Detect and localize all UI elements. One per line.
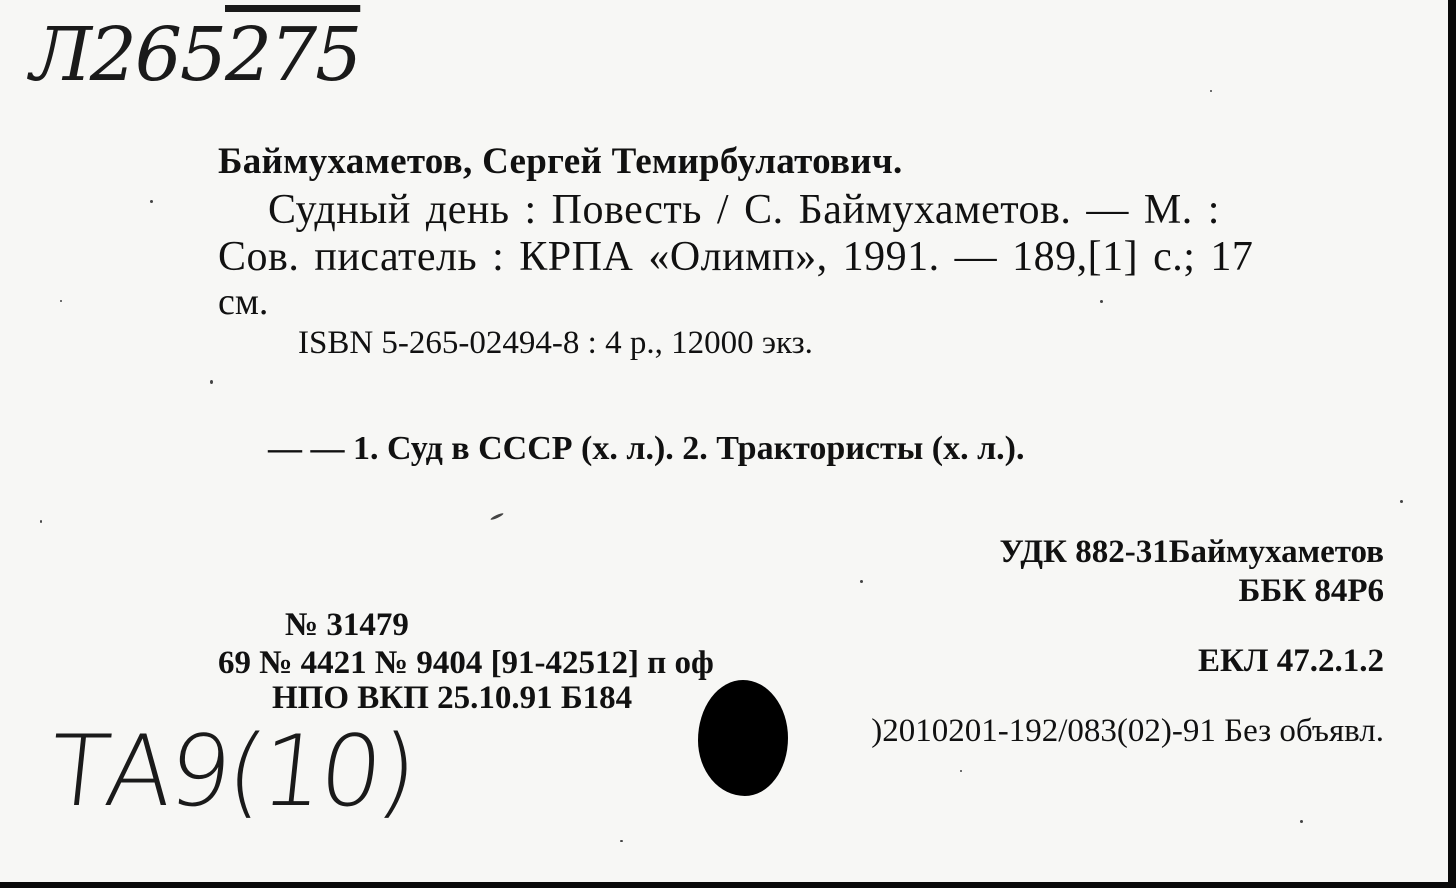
scan-speck: [620, 840, 623, 842]
card-number: № 31479: [285, 607, 409, 643]
scan-speck: [150, 200, 153, 203]
scan-speck: [960, 770, 962, 772]
dimensions-line: см.: [218, 281, 269, 323]
handwritten-call-number: ТА9(10): [44, 715, 419, 829]
index-code-line: )2010201-192/083(02)-91 Без объявл.: [871, 713, 1384, 749]
scan-speck: [1400, 500, 1403, 503]
npo-line: НПО ВКП 25.10.91 Б184: [272, 680, 633, 716]
scan-speck: [210, 380, 213, 384]
scan-speck: [1100, 300, 1103, 303]
scan-speck: [60, 300, 62, 302]
scan-speck: [1300, 820, 1303, 823]
scan-speck: [1210, 90, 1212, 92]
isbn-line: ISBN 5-265-02494-8 : 4 р., 12000 экз.: [298, 325, 813, 361]
scan-speck: [860, 580, 863, 583]
publication-line: Сов. писатель : КРПА «Олимп», 1991. — 189,[1] с.; 17: [218, 234, 1254, 280]
order-line: 69 № 4421 № 9404 [91-42512] п оф: [218, 645, 714, 681]
title-line: Судный день : Повесть / С. Баймухаметов. — М. :: [268, 187, 1220, 233]
punch-hole: [698, 680, 788, 796]
handwritten-shelf-mark: [30, 12, 360, 98]
scan-speck: [40, 520, 42, 523]
card-edge-right: [1448, 0, 1456, 888]
card-edge-bottom: [0, 882, 1456, 888]
udk-code: УДК 882-31Баймухаметов: [999, 534, 1384, 570]
subjects-line: — — 1. Суд в СССР (х. л.). 2. Трактористы (х. л.).: [268, 430, 1025, 467]
ekl-code: ЕКЛ 47.2.1.2: [1197, 643, 1384, 679]
bbk-code: ББК 84Р6: [1238, 573, 1384, 609]
scan-speck: [490, 512, 504, 521]
shelf-mark-part-a: Л265: [30, 12, 225, 98]
shelf-mark-part-b: 275: [225, 12, 361, 98]
author-heading: Баймухаметов, Сергей Темирбулатович.: [218, 141, 903, 182]
